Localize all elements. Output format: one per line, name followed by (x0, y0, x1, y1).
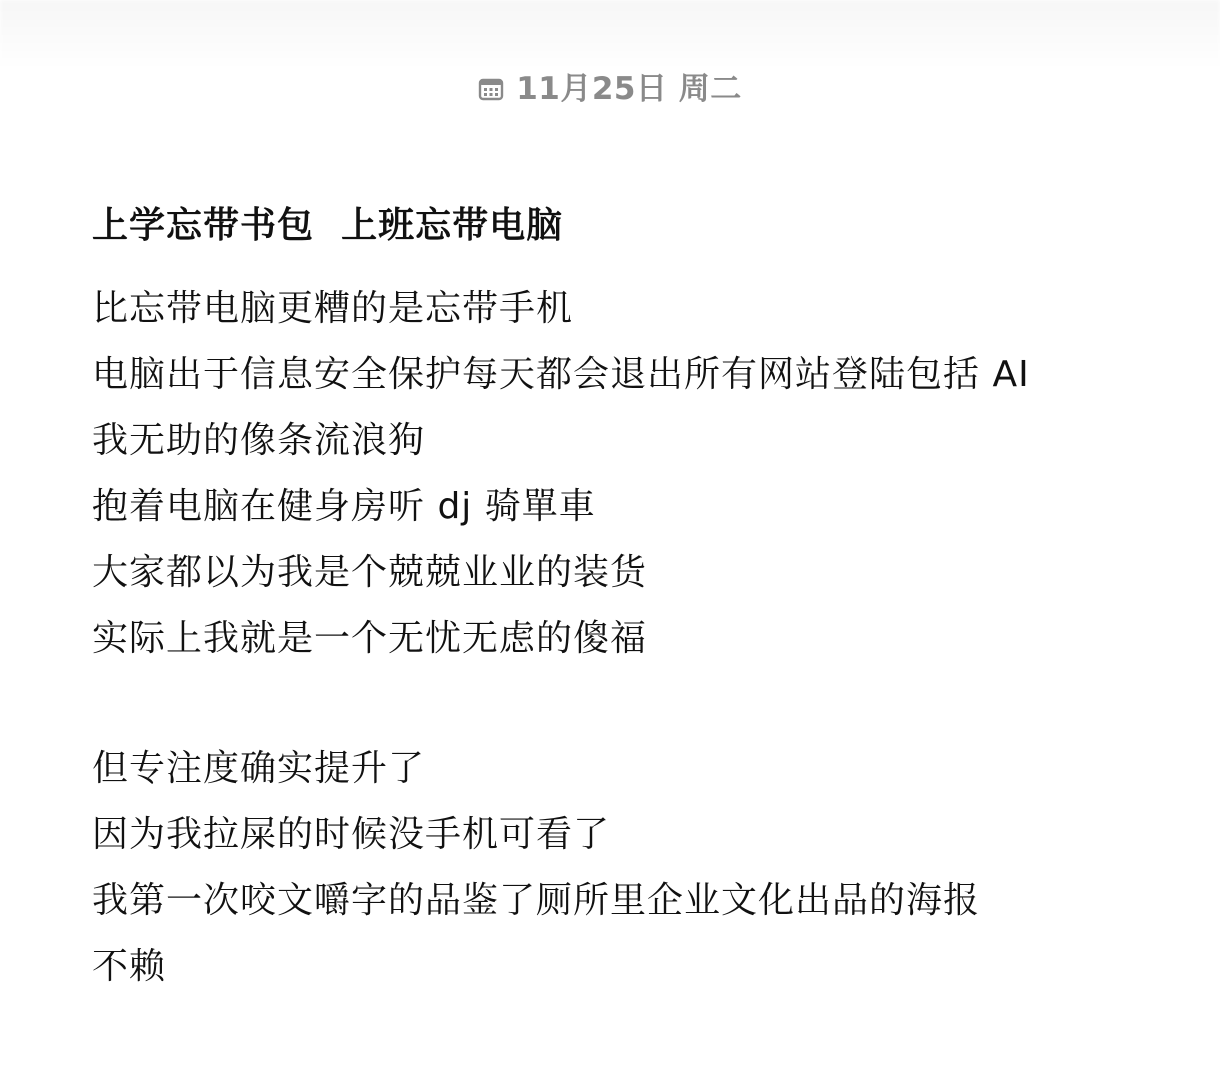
paragraph-break (92, 672, 1172, 736)
note-line: 我无助的像条流浪狗 (92, 420, 426, 461)
note-line: 比忘带电脑更糟的是忘带手机 (92, 288, 574, 329)
top-shadow (0, 0, 1220, 70)
note-line: 但专注度确实提升了 (92, 748, 426, 789)
date-header (0, 70, 1220, 108)
calendar-icon (478, 76, 504, 102)
note-line: 电脑出于信息安全保护每天都会退出所有网站登陆包括 AI (92, 354, 1030, 395)
note-title: 上学忘带书包 上班忘带电脑 (92, 205, 564, 246)
note-line: 因为我拉屎的时候没手机可看了 (92, 814, 611, 855)
note-line: 大家都以为我是个兢兢业业的装货 (92, 552, 648, 593)
note-line: 抱着电脑在健身房听 dj 骑單車 (92, 486, 596, 527)
note-line: 不赖 (92, 946, 167, 987)
note-body[interactable] (92, 196, 1172, 1000)
note-line: 我第一次咬文嚼字的品鉴了厕所里企业文化出品的海报 (92, 880, 981, 921)
date-text: 11月25日 周二 (516, 71, 742, 107)
note-line: 实际上我就是一个无忧无虑的傻福 (92, 618, 648, 659)
